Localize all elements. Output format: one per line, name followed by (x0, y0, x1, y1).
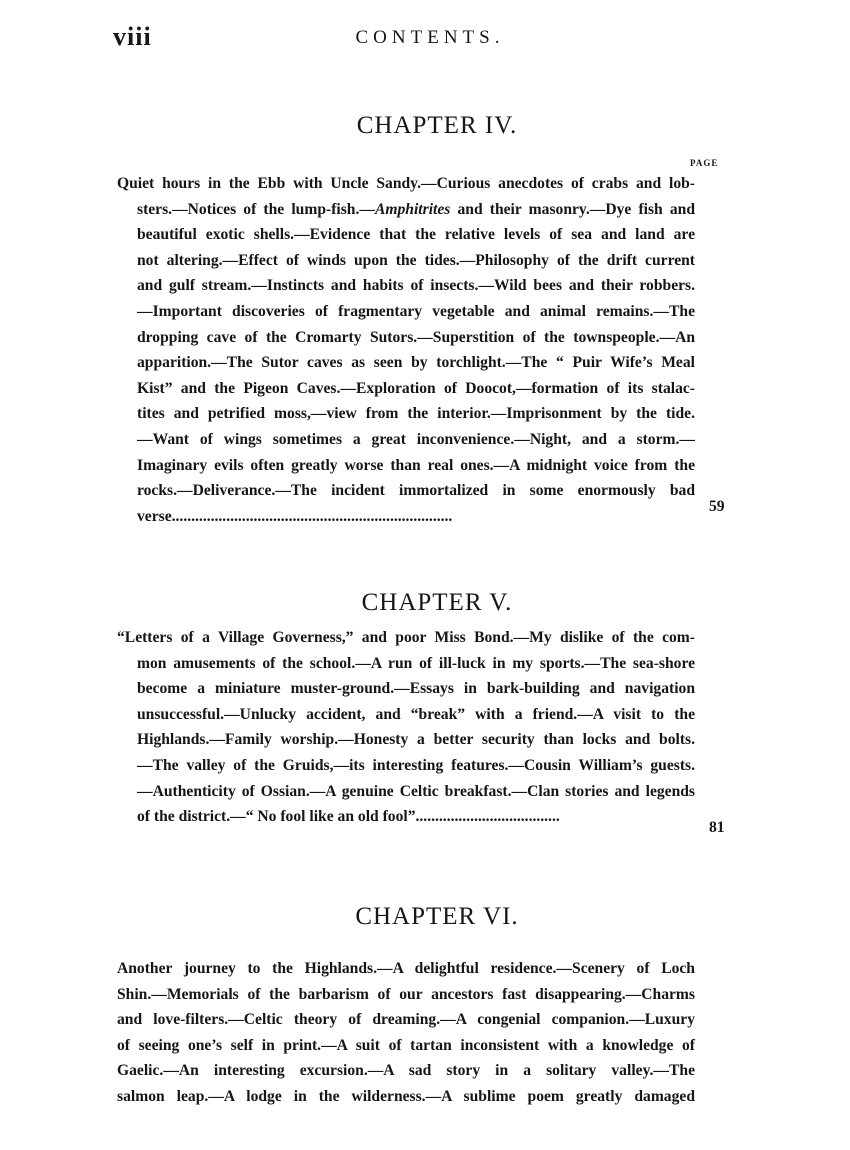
contents-line: of the district.—“ No fool like an old fool”..................................... (137, 808, 560, 826)
contents-line: —Important discoveries of fragmentary vegetable and animal remains.—The (137, 303, 695, 320)
contents-line: and gulf stream.—Instincts and habits of insects.—Wild bees and their robbers. (137, 277, 695, 295)
contents-line: mon amusements of the school.—A run of ill-luck in my sports.—The sea-shore (137, 654, 695, 672)
contents-line: not altering.—Effect of winds upon the tides.—Philosophy of the drift current (137, 251, 695, 269)
contents-line: Gaelic.—An interesting excursion.—A sad story in a solitary valley.—The (117, 1062, 695, 1080)
chapter-title: CHAPTER VI. (355, 903, 519, 930)
page-column-label: PAGE (690, 158, 719, 168)
page-folio: viii (113, 22, 152, 51)
contents-line: and love-filters.—Celtic theory of dreaming.—A congenial companion.—Luxury (117, 1011, 695, 1029)
contents-line: —Authenticity of Ossian.—A genuine Celtic breakfast.—Clan stories and legends (137, 782, 695, 800)
chapter-title: CHAPTER IV. (356, 112, 518, 139)
contents-line: apparition.—The Sutor caves as seen by torchlight.—The “ Puir Wife’s Meal (137, 354, 695, 372)
running-title: CONTENTS. (355, 27, 505, 48)
contents-line: sters.—Notices of the lump-fish.—Amphitrites and their masonry.—Dye fish and (137, 200, 695, 218)
contents-line: —The valley of the Gruids,—its interesting features.—Cousin William’s guests. (137, 757, 695, 774)
contents-line: Shin.—Memorials of the barbarism of our ancestors fast disappearing.—Charms (117, 985, 695, 1003)
contents-line: beautiful exotic shells.—Evidence that the relative levels of sea and land are (137, 226, 695, 244)
contents-line: “Letters of a Village Governess,” and poor Miss Bond.—My dislike of the com- (117, 629, 695, 646)
page-number: 59 (709, 498, 725, 515)
contents-line: —Want of wings sometimes a great inconvenience.—Night, and a storm.— (137, 431, 695, 448)
contents-line: of seeing one’s self in print.—A suit of tartan inconsistent with a knowledge of (117, 1036, 695, 1054)
contents-line: unsuccessful.—Unlucky accident, and “break” with a friend.—A visit to the (137, 705, 695, 723)
contents-line: Highlands.—Family worship.—Honesty a better security than locks and bolts. (137, 731, 695, 749)
page-number: 81 (709, 819, 725, 836)
contents-line: Kist” and the Pigeon Caves.—Exploration of Doocot,—formation of its stalac- (137, 379, 695, 397)
contents-line: tites and petrified moss,—view from the interior.—Imprisonment by the tide. (137, 405, 695, 423)
chapter-title: CHAPTER V. (361, 589, 513, 616)
contents-line: Another journey to the Highlands.—A delightful residence.—Scenery of Loch (117, 960, 695, 977)
contents-line: Quiet hours in the Ebb with Uncle Sandy.—Curious anecdotes of crabs and lob- (117, 175, 695, 192)
contents-line: Imaginary evils often greatly worse than real ones.—A midnight voice from the (137, 456, 695, 474)
contents-line: rocks.—Deliverance.—The incident immortalized in some enormously bad (137, 482, 695, 500)
contents-line: verse........................................................................ (137, 507, 453, 525)
contents-line: salmon leap.—A lodge in the wilderness.—A sublime poem greatly damaged (117, 1088, 695, 1105)
contents-line: dropping cave of the Cromarty Sutors.—Superstition of the townspeople.—An (137, 328, 695, 346)
contents-line: become a miniature muster-ground.—Essays in bark-building and navigation (137, 680, 695, 698)
